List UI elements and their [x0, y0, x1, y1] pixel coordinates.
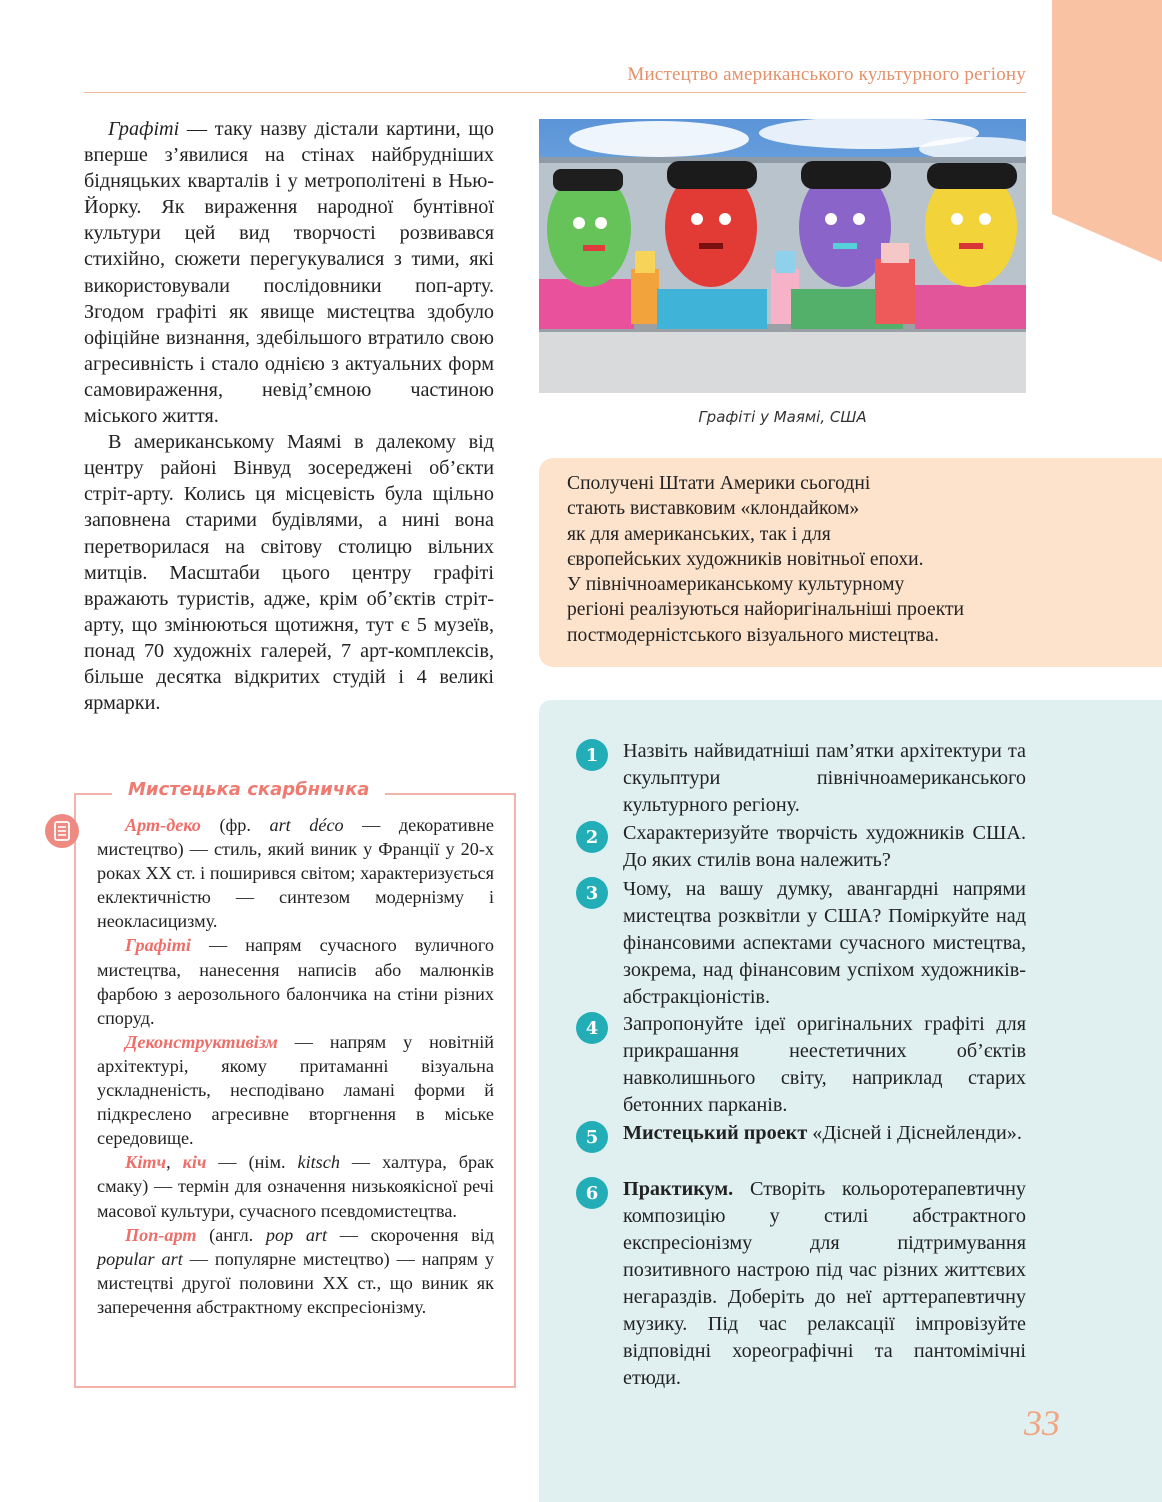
fact-text	[567, 471, 1037, 648]
task-item-1	[576, 738, 1026, 819]
glossary-term: Арт-деко	[125, 815, 201, 835]
task-item-4	[576, 1011, 1026, 1119]
fact-line: стають виставковим «клондайком»	[567, 498, 860, 520]
body-term-graffiti: Графіті	[108, 118, 180, 140]
task-number-badge: 4	[576, 1012, 608, 1044]
glossary-entry: Арт-деко (фр. art déco — декоративне мистецтво) — стиль, який виник у Франції у 20-х роках XX ст. і поширився світом; характеризується еклектичністю — синтезом модернізму і неокласицизму.	[97, 815, 494, 932]
fact-line: регіоні реалізуються найоригінальніші проекти	[567, 599, 965, 621]
glossary-entry: Графіті — напрям сучасного вуличного мистецтва, нанесення написів або малюнків фарбою з аерозольного балончика на стіни різних споруд.	[97, 935, 494, 1028]
task-number-badge: 6	[576, 1177, 608, 1209]
body-paragraph-1-text: — таку назву дістали картини, що вперше з’явилися на стінах найбрудніших бідняцьких кварталів і у метрополітені в Нью-Йорку. Як вираження народної бунтівної культури цей вид творчості розвивався стихійно, сюжети перегукувалися з тими, які використовували послідовники поп-арту. Згодом графіті як явище мистецтва здобуло офіційне визнання, здебільшого втратило свою агресивність і стало однією з актуальних форм самовираження, невід’ємною частиною міського життя.	[84, 118, 494, 428]
running-header-title: Мистецтво американського культурного регіону	[627, 64, 1026, 85]
page-number: 33	[1024, 1403, 1060, 1443]
task-item-3	[576, 876, 1026, 1011]
notes-icon	[45, 814, 79, 848]
header-divider	[84, 92, 1026, 93]
task-item-6	[576, 1176, 1026, 1392]
glossary-term: Кітч	[125, 1152, 167, 1173]
corner-tab-decoration	[1052, 0, 1162, 262]
task-text: Чому, на вашу думку, авангардні напрями мистецтва розквітли у США? Поміркуйте над фінансовими аспектами сучасного мистецтва, зокрема, над фінансовим успіхом художників-абстракціоністів.	[623, 878, 1026, 1008]
task-text: Мистецький проект «Дісней і Діснейленди».	[623, 1122, 1022, 1144]
glossary-term: Графіті	[125, 935, 191, 956]
task-text: Запропонуйте ідеї оригінальних графіті для прикрашання неестетичних об’єктів навколишнього світу, наприклад старих бетонних парканів.	[623, 1013, 1026, 1116]
body-text	[84, 116, 494, 716]
glossary-entry: Поп-арт (англ. pop art — скорочення від popular art — популярне мистецтво) — напрям у мистецтві другої половини XX ст., що виник як заперечення абстрактному експресіонізму.	[97, 1224, 495, 1317]
glossary-title: Мистецька скарбничка	[112, 779, 385, 800]
fact-line: Сполучені Штати Америки сьогодні	[567, 473, 871, 494]
task-number-badge: 1	[576, 739, 608, 771]
glossary-term: Деконструктивізм	[125, 1031, 278, 1052]
photo-caption: Графіті у Маямі, США	[698, 408, 867, 426]
fact-line: постмодерністського візуального мистецтва.	[567, 624, 939, 646]
glossary-term: Поп-арт	[125, 1224, 197, 1245]
glossary-entry: Кітч, кіч — (нім. kitsch — халтура, брак смаку) — термін для означення низькоякісної речі масової культури, сучасного псевдомистецтва.	[97, 1152, 495, 1221]
glossary-term: кіч	[182, 1152, 207, 1173]
task-text: Схарактеризуйте творчість художників США. До яких стилів вона належить?	[623, 822, 1026, 871]
graffiti-photo	[539, 119, 1026, 393]
body-paragraph-2: В американському Маямі в далекому від центру районі Вінвуд зосереджені об’єкти стріт-арту. Колись ця місцевість була щільно заповнена старими будівлями, а нині вона перетворилася на світову столицю вільних митців. Масштаби цього центру графіті вражають туристів, адже, крім об’єктів стріт-арту, що змінюються щотижня, тут є 5 музеїв, понад 70 художніх галерей, 7 арт-комплексів, більше десятка відкритих студій і 4 великі ярмарки.	[84, 431, 494, 715]
task-item-5	[576, 1120, 1026, 1147]
task-item-2	[576, 820, 1026, 874]
task-number-badge: 2	[576, 821, 608, 853]
fact-line: європейських художників новітньої епохи.	[567, 548, 924, 570]
glossary-text	[97, 813, 494, 1319]
fact-line: як для американських, так і для	[567, 523, 831, 545]
task-text: Практикум. Створіть кольоротерапевтичну композицію у стилі абстрактного експресіонізму для підтримування позитивного настрою під час різних життєвих негараздів. Доберіть до неї арттерапевтичну музику. Під час релаксації імпровізуйте відповідні хореографічні та пантомімічні етюди.	[623, 1178, 1026, 1389]
glossary-entry: Деконструктивізм — напрям у новітній архітектурі, якому притаманні візуальна ускладненість, несподівано ламані форми й підкреслено агресивне вторгнення в міське середовище.	[97, 1031, 494, 1149]
task-text: Назвіть найвидатніші пам’ятки архітектури та скульптури північноамериканського культурного регіону.	[623, 740, 1026, 816]
task-number-badge: 3	[576, 877, 608, 909]
task-number-badge: 5	[576, 1121, 608, 1153]
body-paragraph-1	[84, 116, 494, 429]
fact-line: У північноамериканському культурному	[567, 574, 905, 596]
